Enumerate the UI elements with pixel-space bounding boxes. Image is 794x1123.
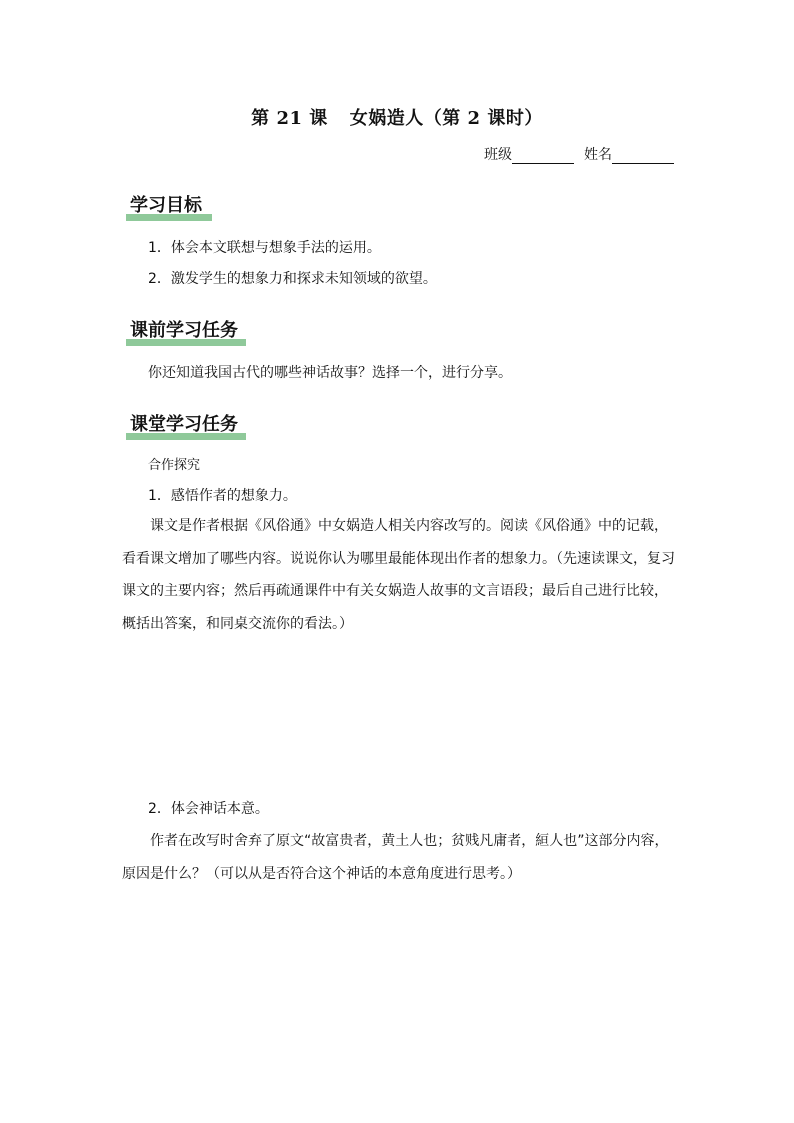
task2-body: 作者在改写时舍弃了原文“故富贵者，黄土人也；贫贱凡庸者，絙人也”这部分内容，原因是什么？（可以从是否符合这个神话的本意角度进行思考。） [122, 833, 669, 882]
class-name-line [484, 144, 674, 164]
name-blank[interactable] [612, 147, 674, 164]
lesson-number: 第 21 课 [251, 108, 328, 129]
name-label: 姓名 [584, 147, 612, 163]
class-blank[interactable] [512, 147, 574, 164]
section-heading: 课堂学习任务 [130, 414, 238, 435]
lesson-title: 女娲造人（第 2 课时） [349, 108, 543, 129]
section-goals [126, 194, 206, 218]
task1-body: 课文是作者根据《风俗通》中女娲造人相关内容改写的。阅读《风俗通》中的记载，看看课文增加了哪些内容。说说你认为哪里最能体现出作者的想象力。（先速读课文，复习课文的主要内容；然后再疏通课件中有关女娲造人故事的文言语段；最后自己进行比较，概括出答案，和同桌交流你的看法。） [122, 518, 675, 632]
goal-item: 1．体会本文联想与想象手法的运用。 [148, 240, 381, 256]
task1-title: 1．感悟作者的想象力。 [148, 488, 297, 504]
task2-title: 2．体会神话本意。 [148, 801, 269, 817]
section-pre-class [126, 319, 242, 343]
section-heading: 学习目标 [130, 195, 202, 216]
subheading: 合作探究 [148, 458, 201, 473]
class-label: 班级 [484, 147, 512, 163]
section-heading: 课前学习任务 [130, 320, 238, 341]
goal-item: 2．激发学生的想象力和探求未知领域的欲望。 [148, 271, 437, 287]
section-in-class [126, 413, 242, 437]
pre-class-task: 你还知道我国古代的哪些神话故事？选择一个，进行分享。 [148, 365, 512, 381]
page-title [0, 104, 794, 130]
